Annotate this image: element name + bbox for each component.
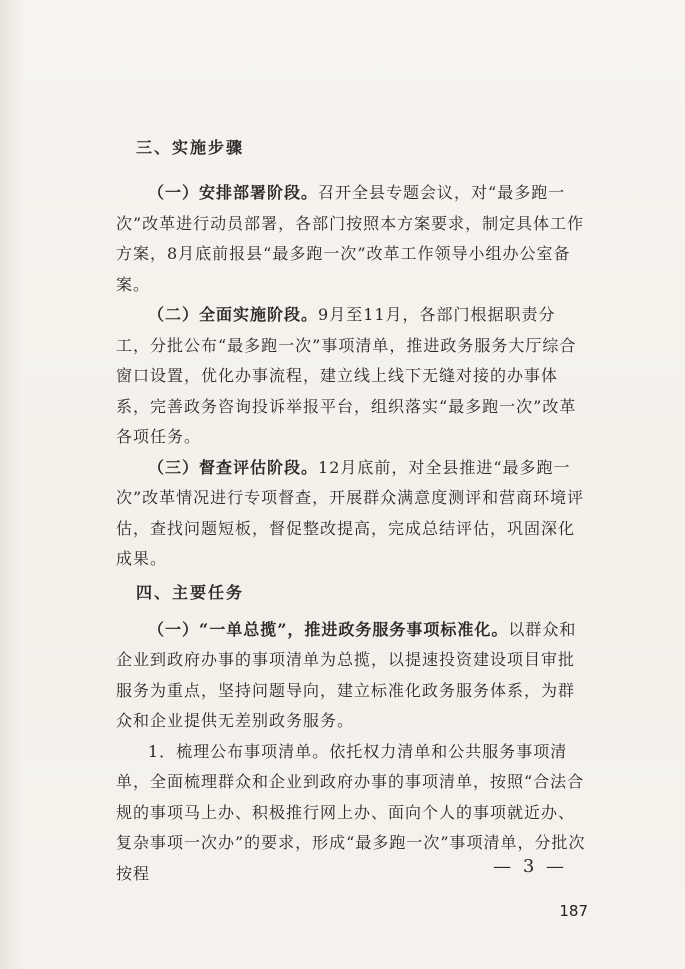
paragraph-text: 12月底前，对全县推进“最多跑一次”改革情况进行专项督查，开展群众满意度测评和营商环境评估，查找问题短板，督促整改提高，完成总结评估，巩固深化成果。 — [116, 457, 585, 568]
paragraph-one-list — [116, 615, 586, 737]
folio-number: 187 — [559, 902, 588, 920]
paragraph-lead: （三）督查评估阶段。 — [148, 457, 319, 477]
binding-shadow — [0, 0, 24, 969]
paragraph-lead: （二）全面实施阶段。 — [148, 305, 319, 324]
paragraph-deploy — [116, 178, 586, 300]
paragraph-lead: （一）“一单总揽”，推进政务服务事项标准化。 — [148, 619, 509, 639]
paragraph-evaluate — [116, 453, 586, 575]
page-number: — 3 — — [493, 856, 567, 877]
paragraph-lead: 1．梳理公布事项清单。 — [148, 741, 330, 761]
paragraph-text: 9月至11月，各部门根据职责分工，分批公布“最多跑一次”事项清单，推进政务服务大厅综合窗口设置，优化办事流程，建立线上线下无缝对接的办事体系，完善政务咨询投诉举报平台，组织落实“最多跑一次”改革各项任务。 — [116, 305, 577, 446]
document-body — [116, 138, 586, 889]
paragraph-text: 依托权力清单和公共服务事项清单，全面梳理群众和企业到政府办事的事项清单，按照“合法合规的事项马上办、积极推行网上办、面向个人的事项就近办、复杂事项一次办”的要求，形成“最多跑一次”事项清单，分批次按程 — [116, 741, 586, 883]
paragraph-lead: （一）安排部署阶段。 — [148, 183, 319, 202]
paragraph-text: 以群众和企业到政府办事的事项清单为总揽，以提速投资建设项目审批服务为重点，坚持问题导向，建立标准化政务服务体系，为群众和企业提供无差别政务服务。 — [116, 619, 577, 730]
paragraph-implement — [116, 300, 586, 453]
section-heading-3: 三、实施步骤 — [136, 138, 245, 157]
paragraph-text: 召开全县专题会议，对“最多跑一次”改革进行动员部署，各部门按照本方案要求，制定具体工作方案，8月底前报县“最多跑一次”改革工作领导小组办公室备案。 — [116, 183, 585, 294]
section-heading-4: 四、主要任务 — [136, 582, 245, 602]
